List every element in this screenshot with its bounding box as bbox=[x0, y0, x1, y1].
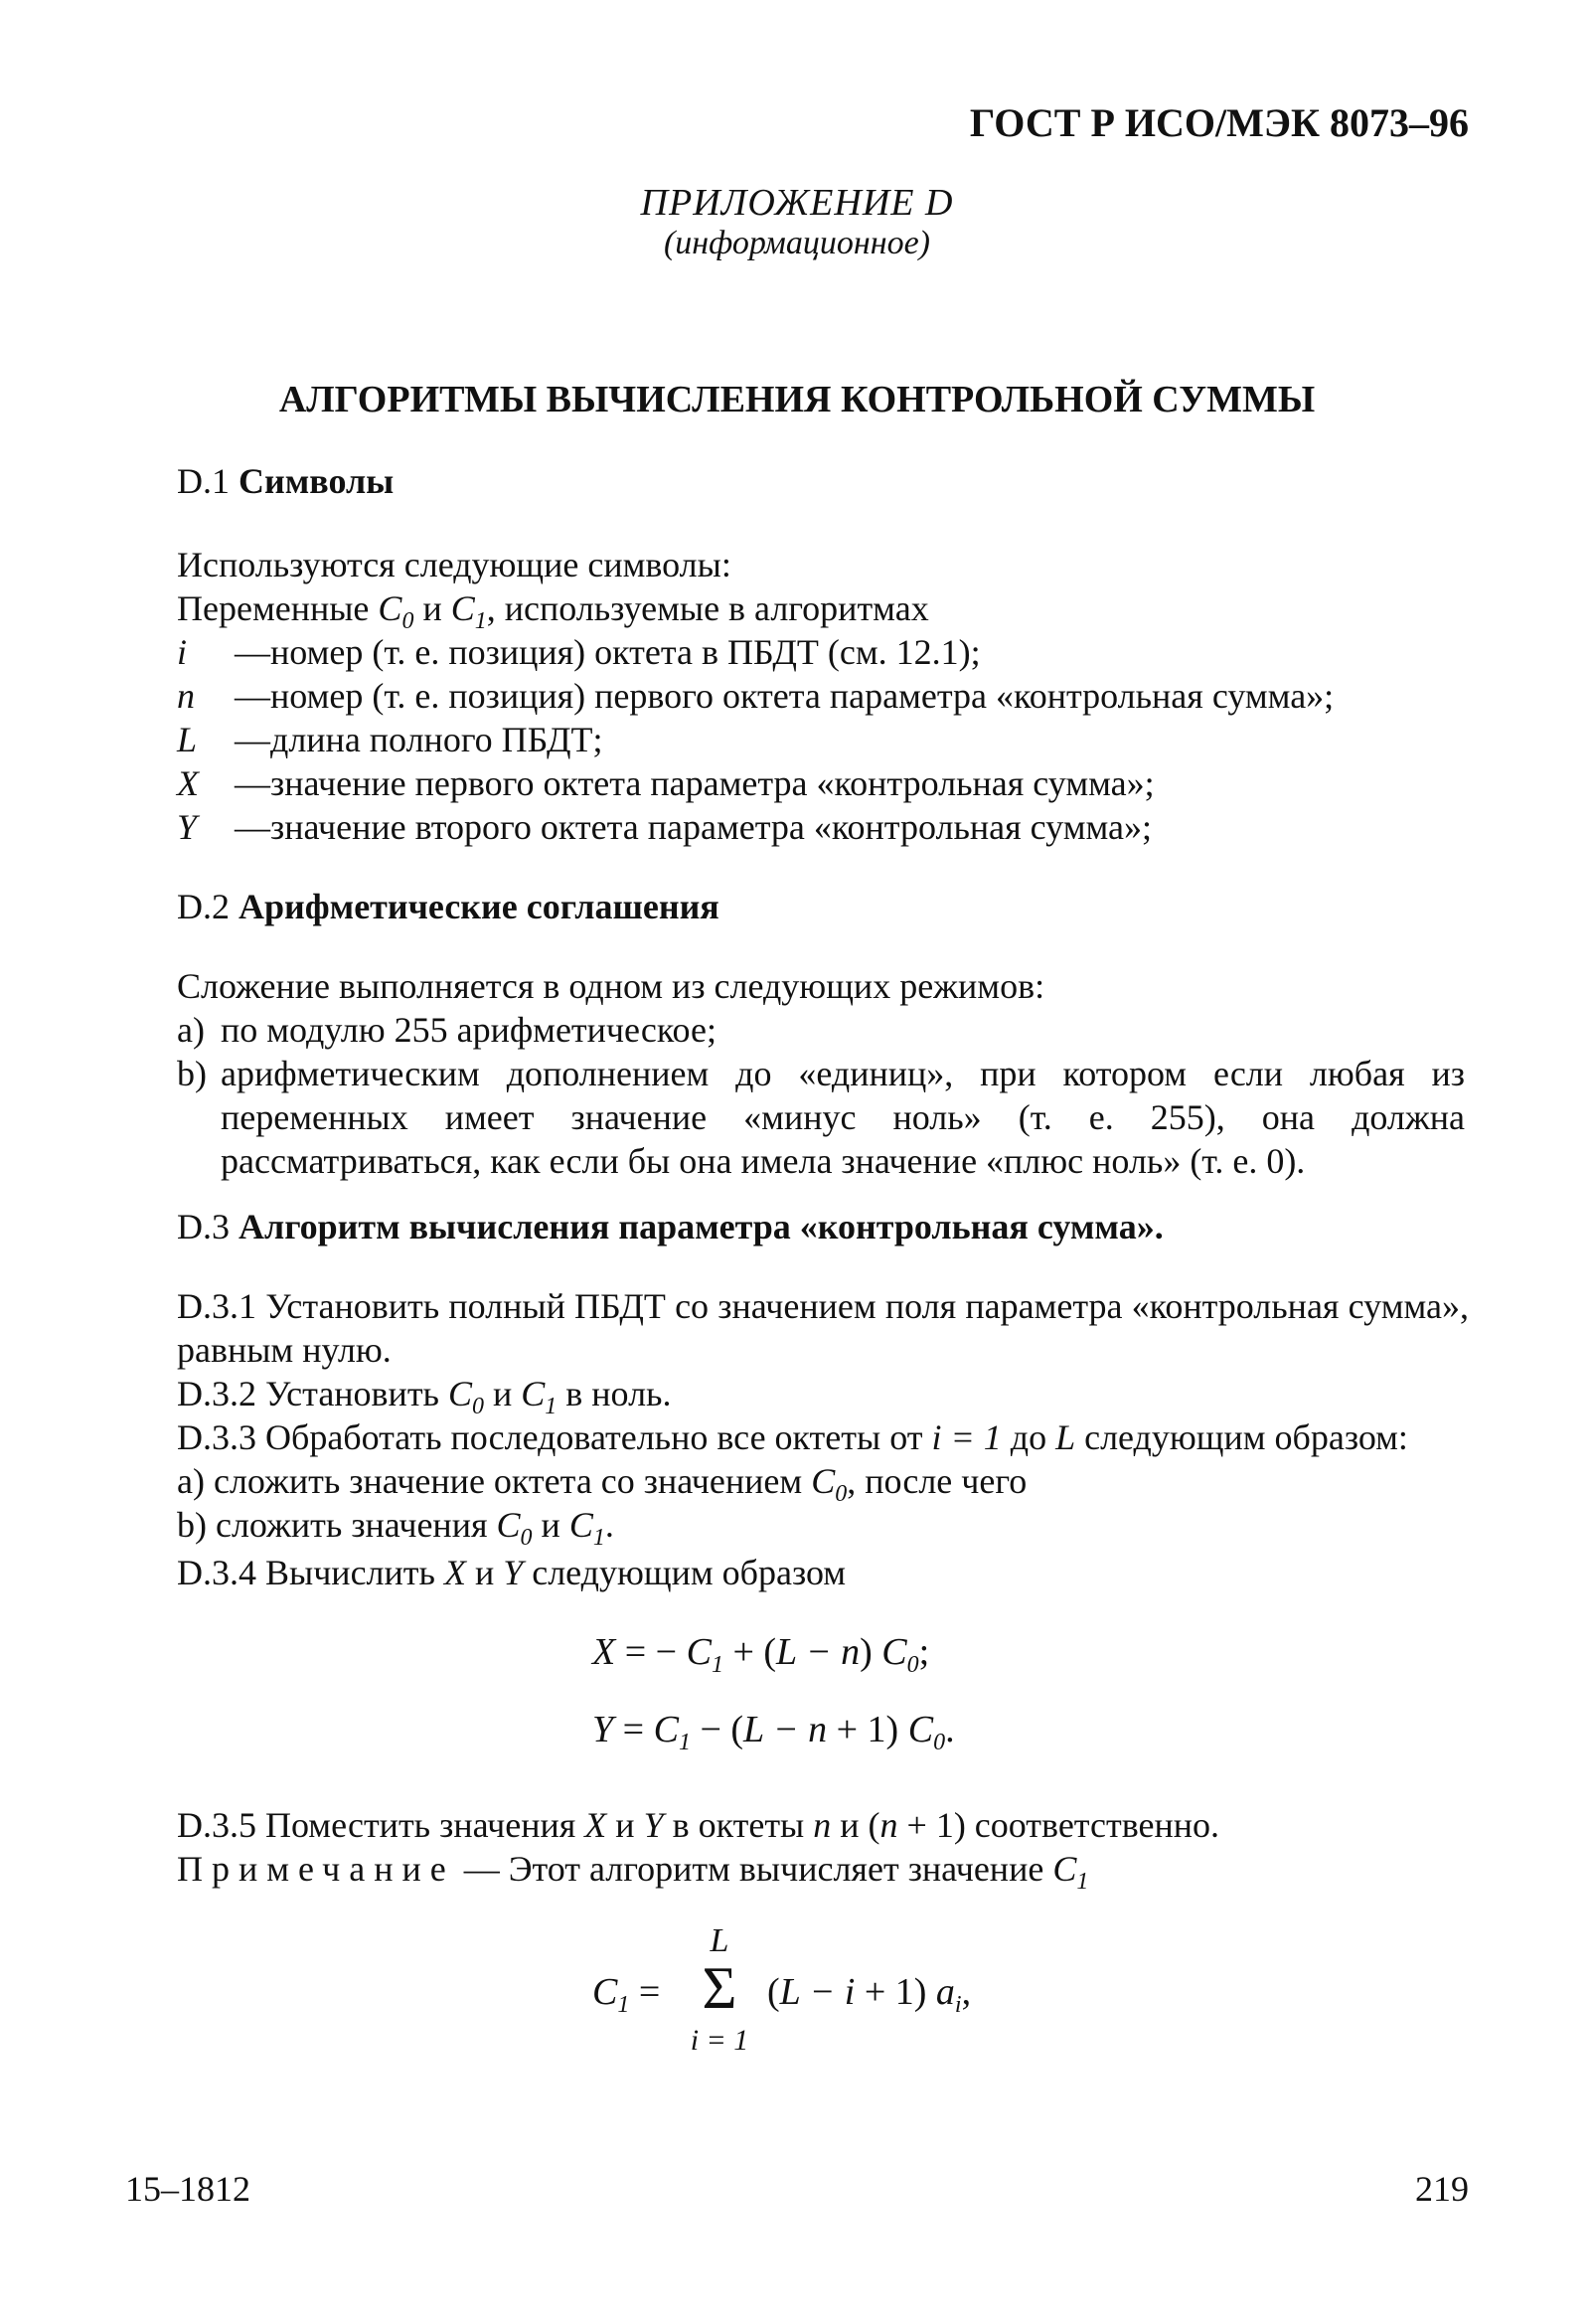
section-number: D.1 bbox=[177, 461, 230, 501]
sum-formula-lhs: $C_1$ = bbox=[592, 1971, 661, 2018]
section-d1-heading bbox=[177, 459, 394, 503]
symbol-row: Y —значение второго октета параметра «контрольная сумма»; bbox=[177, 807, 1152, 847]
section-d2-heading bbox=[177, 885, 719, 928]
symbol-row: n —номер (т. е. позиция) первого октета параметра «контрольная сумма»; bbox=[177, 676, 1335, 716]
var-c0: $C_0$ bbox=[378, 588, 414, 634]
d3-4-paragraph: D.3.4 Вычислить X и Y следующим образом bbox=[177, 1553, 847, 1592]
section-number: D.3 bbox=[177, 1207, 230, 1246]
d2-intro: Сложение выполняется в одном из следующих режимов: bbox=[177, 966, 1045, 1006]
vars-suffix: , используемые в алгоритмах bbox=[486, 588, 929, 628]
vars-prefix: Переменные bbox=[177, 588, 370, 628]
note-paragraph: Примечание — Этот алгоритм вычисляет значение $C_1$ bbox=[177, 1849, 1089, 1895]
d3-2-paragraph: D.3.2 Установить $C_0$ и $C_1$ в ноль. bbox=[177, 1374, 672, 1419]
symbol-row: L —длина полного ПБДТ; bbox=[177, 720, 603, 759]
page-number: 219 bbox=[1415, 2169, 1469, 2209]
d1-intro: Используются следующие символы: bbox=[177, 545, 731, 584]
formula-y: $Y = C_1 - (L - n + 1)$ $C_0$. bbox=[592, 1709, 955, 1755]
d3-1-paragraph: D.3.1 Установить полный ПБДТ со значением поля параметра «контрольная сумма», равным нулю. bbox=[177, 1286, 1469, 1370]
sum-upper-limit: L bbox=[710, 1922, 729, 1959]
section-title: Символы bbox=[239, 461, 395, 501]
standard-header: ГОСТ Р ИСО/МЭК 8073–96 bbox=[969, 100, 1469, 145]
symbol-row: X —значение первого октета параметра «контрольная сумма»; bbox=[177, 763, 1155, 803]
main-title: АЛГОРИТМЫ ВЫЧИСЛЕНИЯ КОНТРОЛЬНОЙ СУММЫ bbox=[278, 379, 1316, 420]
list-item: a) по модулю 255 арифметическое; bbox=[177, 1010, 717, 1050]
d3-3a-item: a) сложить значение октета со значением $C_0$, после чего bbox=[177, 1461, 1028, 1507]
sum-term: (L − i + 1) $a_i$, bbox=[767, 1971, 972, 2018]
section-d3-heading bbox=[177, 1205, 1164, 1248]
vars-and: и bbox=[422, 588, 442, 628]
note-label: Примечание bbox=[177, 1849, 455, 1889]
symbol-row: i —номер (т. е. позиция) октета в ПБДТ (см. 12.1); bbox=[177, 632, 981, 672]
d3-3-paragraph: D.3.3 Обработать последовательно все октеты от i = 1 до L следующим образом: bbox=[177, 1417, 1408, 1457]
appendix-subtitle: (информационное) bbox=[663, 225, 931, 261]
d3-3b-item: b) сложить значения $C_0$ и $C_1$. bbox=[177, 1505, 614, 1551]
var-c1: $C_1$ bbox=[450, 588, 487, 634]
d3-5-paragraph: D.3.5 Поместить значения X и Y в октеты n и (n + 1) соответственно. bbox=[177, 1805, 1219, 1845]
sum-sigma: Σ bbox=[702, 1955, 737, 2021]
section-number: D.2 bbox=[177, 887, 230, 926]
list-item: b) арифметическим дополнением до «единиц», при котором если любая из переменных имеет значение «минус ноль» (т. е. 255), она должна рассматриваться, как если бы она имела значение «плюс ноль» (т. е. 0). bbox=[177, 1054, 1465, 1181]
section-title: Арифметические соглашения bbox=[239, 887, 719, 926]
section-title: Алгоритм вычисления параметра «контрольная сумма». bbox=[239, 1207, 1164, 1246]
d1-variables-line bbox=[177, 586, 929, 634]
formula-x: X = − $C_1 + (L - n)$ $C_0$; bbox=[592, 1631, 930, 1678]
appendix-title: ПРИЛОЖЕНИЕ D bbox=[640, 182, 954, 224]
sum-lower-limit: i = 1 bbox=[690, 2024, 749, 2057]
footer-left: 15–1812 bbox=[125, 2169, 250, 2209]
